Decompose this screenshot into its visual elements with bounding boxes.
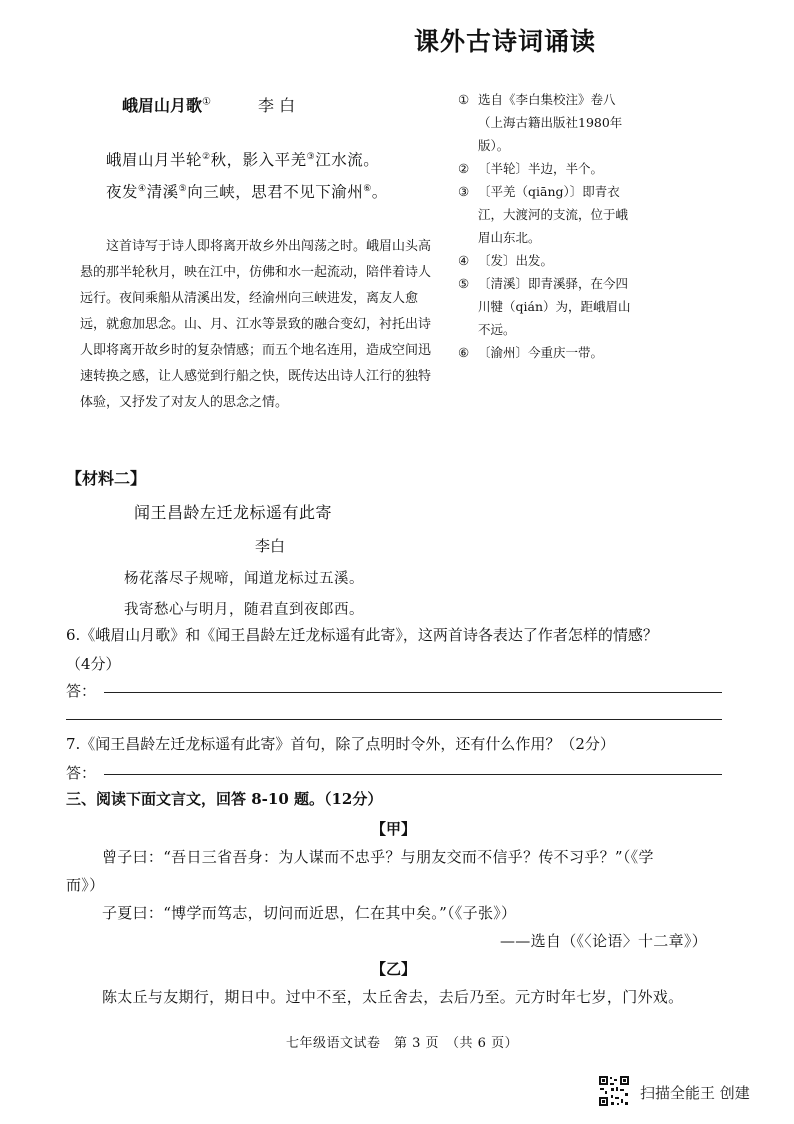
note-ref: ② [202,151,211,162]
footnote-text: 〔发〕出发。 [478,253,554,268]
question-6: 6.《峨眉山月歌》和《闻王昌龄左迁龙标遥有此寄》，这两首诗各表达了作者怎样的情感？ [66,626,658,644]
footnote [458,272,638,341]
poem1-title [122,93,211,116]
yi-label: 【乙】 [371,960,417,978]
page-footer: 七年级语文试卷 第 3 页 （共 6 页） [286,1036,519,1051]
poem1-analysis: 这首诗写于诗人即将离开故乡外出闯荡之时。峨眉山头高悬的那半轮秋月，映在江中，仿佛和水一起流动，陪伴着诗人远行。夜间乘船从清溪出发，经渝州向三峡进发，离友人愈远，就愈加思念。山、月、江水等景致的融合变幻，衬托出诗人即将离开故乡时的复杂情感；而五个地名连用，造成空间迅速转换之感，让人感觉到行船之快，既传达出诗人江行的独特体验，又抒发了对友人的思念之情。 [80,239,432,410]
poem1-title-note: ① [202,96,211,108]
jia-paragraph-1-cont: 而》） [66,876,105,894]
poem2-author: 李白 [255,537,286,555]
note-ref: ⑤ [178,183,188,194]
material2-label: 【材料二】 [66,469,147,488]
footnote-num: ⑤ [458,276,470,291]
question-7: 7.《闻王昌龄左迁龙标遥有此寄》首句，除了点明时令外，还有什么作用？（2分） [66,735,615,753]
footnote-num: ③ [458,184,470,199]
answer-line[interactable] [104,774,722,775]
footnote-text: 〔渝州〕今重庆一带。 [478,345,604,360]
note-ref: ③ [306,151,316,162]
footnote [458,88,638,157]
answer-line[interactable] [104,692,722,693]
jia-paragraph-1: 曾子曰：“吾日三省吾身：为人谋而不忠乎？与朋友交而不信乎？传不习乎？”（《学 [102,848,654,866]
poem-text: 向三峡，思君不见下渝州 [187,183,364,201]
part3-heading: 三、阅读下面文言文，回答 8-10 题。（12分） [66,790,383,808]
jia-label: 【甲】 [371,820,417,838]
qr-code-icon [598,1075,630,1107]
poem-text: 夜发 [106,183,139,201]
watermark-text: 扫描全能王 创建 [640,1084,750,1102]
footnote-text: 〔平羌（qiāng）〕即青衣江，大渡河的支流，位于峨眉山东北。 [478,184,629,245]
yi-paragraph-1: 陈太丘与友期行，期日中。过中不至，太丘舍去，去后乃至。元方时年七岁，门外戏。 [102,988,684,1006]
answer-line[interactable] [66,719,722,720]
answer-label: 答： [66,682,97,700]
footnote [458,180,638,249]
footnote-num: ① [458,92,470,107]
poem2-line-2: 我寄愁心与明月，随君直到夜郎西。 [124,602,364,618]
jia-source: ——选自（《〈论语〉十二章》） [500,932,708,950]
answer-label: 答： [66,764,97,782]
poem1-line-1 [106,148,379,170]
poem-text: 。 [371,183,388,201]
question-6-score: （4分） [66,655,121,673]
poem2-line-1: 杨花落尽子规啼，闻道龙标过五溪。 [124,571,364,587]
footnotes [458,88,638,364]
poem-text: 清溪 [146,183,179,201]
poem1-title-text: 峨眉山月歌 [122,96,203,115]
footnote-text: 〔清溪〕即青溪驿，在今四川犍（qián）为，距峨眉山不远。 [478,276,631,337]
footnote-text: 选自《李白集校注》卷八（上海古籍出版社1980年版）。 [478,92,623,153]
footnote-num: ② [458,161,470,176]
footnote [458,157,638,180]
footnote-num: ⑥ [458,345,470,360]
footnote-num: ④ [458,253,470,268]
poem-text: 江水流。 [315,151,380,169]
poem1-line-2 [106,180,388,202]
poem-text: 秋，影入平羌 [210,151,307,169]
footnote [458,249,638,272]
footnote-text: 〔半轮〕半边，半个。 [478,161,604,176]
section-title: 课外古诗词诵读 [414,27,597,56]
poem-text: 峨眉山月半轮 [106,151,203,169]
poem1-author: 李 白 [258,96,296,115]
poem2-title: 闻王昌龄左迁龙标遥有此寄 [134,503,333,522]
note-ref: ⑥ [363,183,372,194]
jia-paragraph-2: 子夏曰：“博学而笃志，切问而近思，仁在其中矣。”（《子张》） [102,904,517,922]
note-ref: ④ [138,183,147,194]
footnote [458,341,638,364]
